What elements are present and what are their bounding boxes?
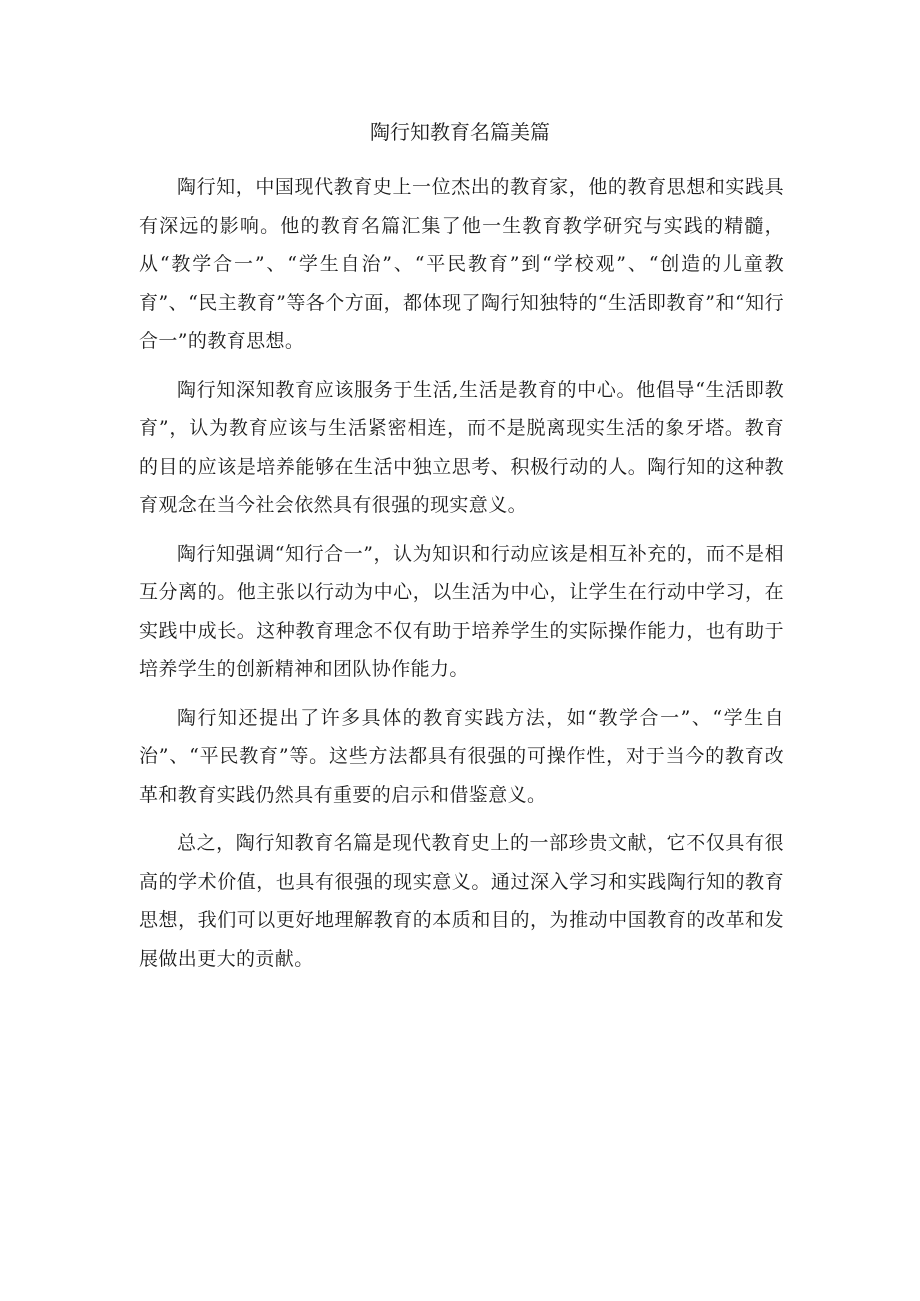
document-title: 陶行知教育名篇美篇 bbox=[370, 120, 550, 144]
paragraph-5: 总之，陶行知教育名篇是现代教育史上的一部珍贵文献，它不仅具有很高的学术价值，也具有很强的现实意义。通过深入学习和实践陶行知的教育思想，我们可以更好地理解教育的本质和目的，为推动中国教育的改革和发展做出更大的贡献。 bbox=[139, 832, 784, 970]
paragraph-4: 陶行知还提出了许多具体的教育实践方法，如“教学合一”、“学生自治”、“平民教育”等。这些方法都具有很强的可操作性，对于当今的教育改革和教育实践仍然具有重要的启示和借鉴意义。 bbox=[139, 706, 784, 806]
paragraph-2: 陶行知深知教育应该服务于生活,生活是教育的中心。他倡导“生活即教育”，认为教育应该与生活紧密相连，而不是脱离现实生活的象牙塔。教育的目的应该是培养能够在生活中独立思考、积极行动的人。陶行知的这种教育观念在当今社会依然具有很强的现实意义。 bbox=[139, 378, 784, 516]
document-body bbox=[139, 168, 784, 978]
paragraph-3: 陶行知强调“知行合一”，认为知识和行动应该是相互补充的，而不是相互分离的。他主张以行动为中心，以生活为中心，让学生在行动中学习，在实践中成长。这种教育理念不仅有助于培养学生的实际操作能力，也有助于培养学生的创新精神和团队协作能力。 bbox=[139, 542, 784, 680]
paragraph-1: 陶行知，中国现代教育史上一位杰出的教育家，他的教育思想和实践具有深远的影响。他的教育名篇汇集了他一生教育教学研究与实践的精髓，从“教学合一”、“学生自治”、“平民教育”到“学校观”、“创造的儿童教育”、“民主教育”等各个方面，都体现了陶行知独特的“生活即教育”和“知行合一”的教育思想。 bbox=[139, 176, 784, 352]
